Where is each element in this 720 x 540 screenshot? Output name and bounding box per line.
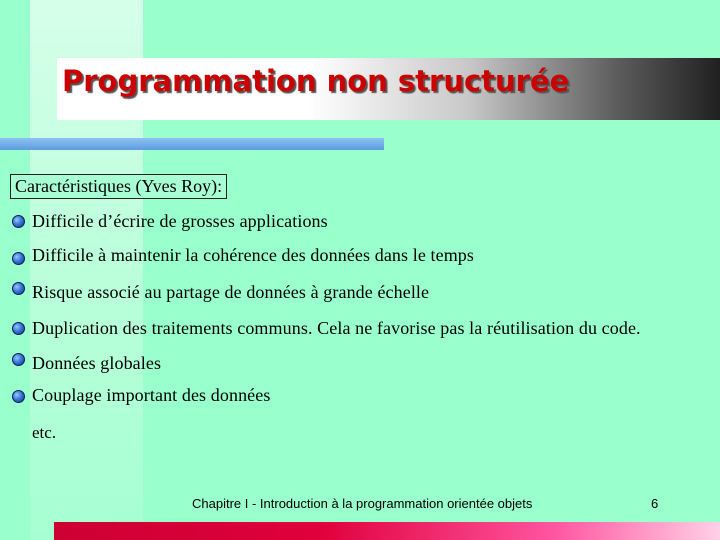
blue-sphere-bullet-icon xyxy=(12,252,25,265)
blue-sphere-bullet-icon xyxy=(12,282,25,295)
list-item xyxy=(0,211,720,235)
etc-text: etc. xyxy=(32,423,57,442)
bullet-text: Risque associé au partage de données à grande échelle xyxy=(32,282,430,302)
bullet-text: Difficile d’écrire de grosses applications xyxy=(32,211,328,231)
blue-sphere-bullet-icon xyxy=(12,390,25,403)
blue-accent-bar xyxy=(0,138,384,150)
bullet-text: Données globales xyxy=(32,353,162,373)
slide-subtitle: Caractéristiques (Yves Roy): xyxy=(10,174,227,199)
page-number: 6 xyxy=(651,496,659,511)
bullet-text: Couplage important des données xyxy=(32,385,271,405)
list-item xyxy=(0,282,720,306)
slide-title: Programmation non structurée xyxy=(62,64,570,98)
blue-sphere-bullet-icon xyxy=(12,322,25,335)
blue-sphere-bullet-icon xyxy=(12,353,25,366)
list-item xyxy=(0,318,720,342)
blue-sphere-bullet-icon xyxy=(12,215,25,228)
list-item xyxy=(0,353,720,377)
list-item xyxy=(0,245,720,269)
red-accent-bar xyxy=(54,522,720,540)
footer-text: Chapitre I - Introduction à la programmation orientée objets xyxy=(192,496,533,511)
bullet-text: Difficile à maintenir la cohérence des données dans le temps xyxy=(32,245,474,265)
list-item xyxy=(0,385,720,409)
bullet-text: Duplication des traitements communs. Cela ne favorise pas la réutilisation du code. xyxy=(32,318,641,338)
